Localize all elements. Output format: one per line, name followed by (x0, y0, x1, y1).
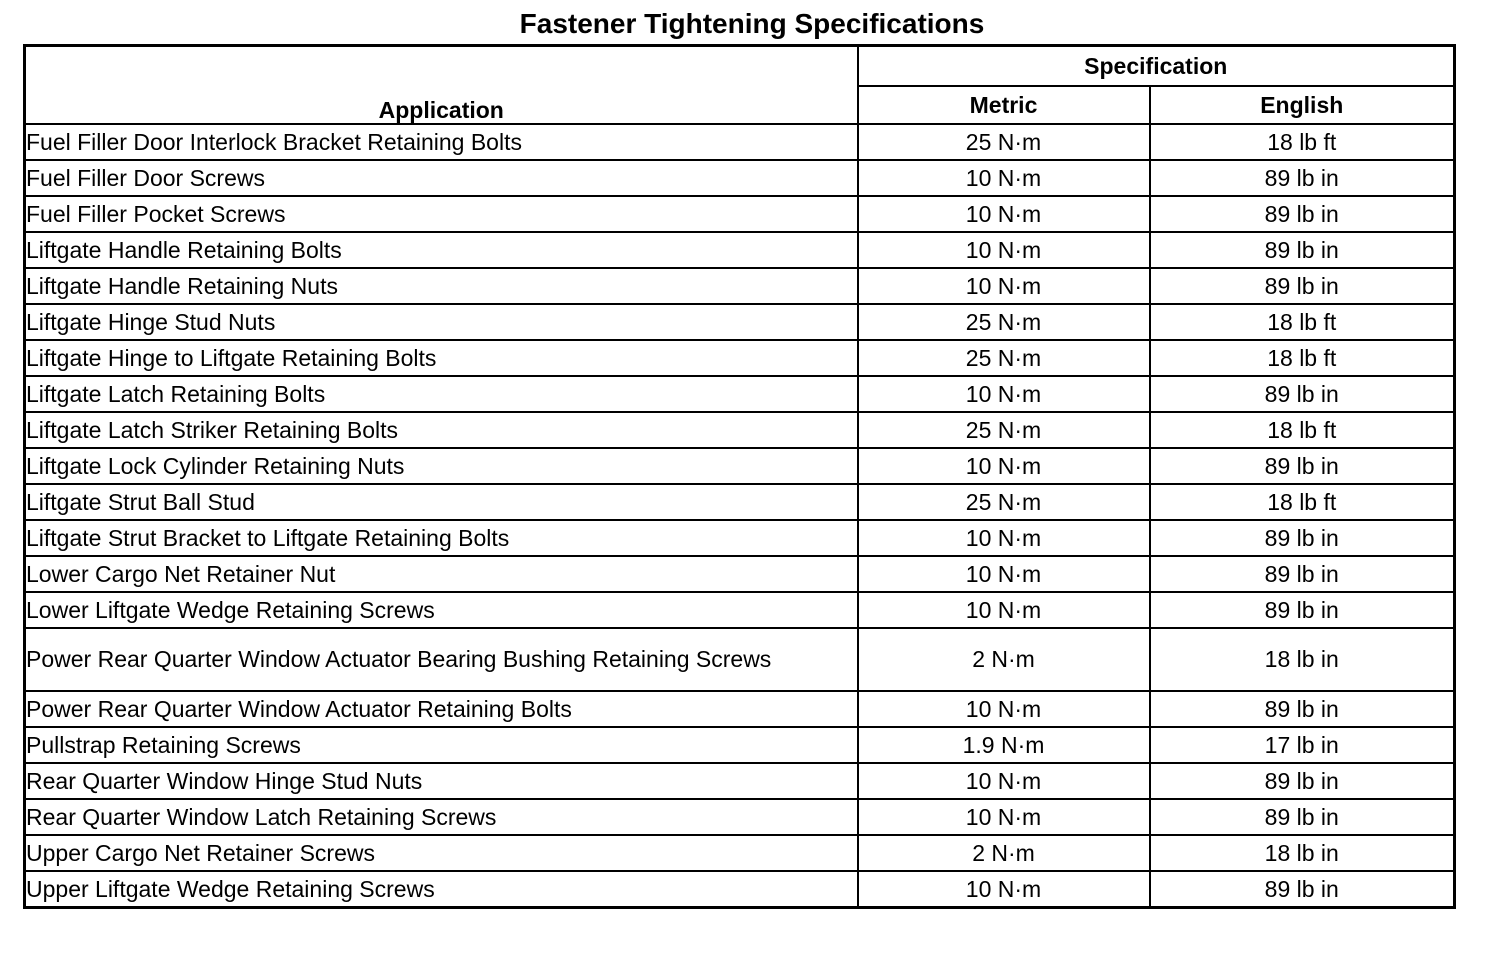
application-cell: Rear Quarter Window Hinge Stud Nuts (25, 763, 858, 799)
application-cell: Power Rear Quarter Window Actuator Retaining Bolts (25, 691, 858, 727)
metric-cell: 10 N·m (858, 268, 1150, 304)
english-cell: 89 lb in (1150, 376, 1455, 412)
application-cell: Lower Liftgate Wedge Retaining Screws (25, 592, 858, 628)
english-cell: 18 lb ft (1150, 484, 1455, 520)
english-cell: 89 lb in (1150, 799, 1455, 835)
english-cell: 18 lb ft (1150, 340, 1455, 376)
table-row (25, 835, 1455, 871)
table-row (25, 196, 1455, 232)
fastener-spec-table (23, 44, 1456, 909)
metric-header: Metric (858, 86, 1150, 124)
table-row (25, 124, 1455, 160)
table-row (25, 340, 1455, 376)
table-row (25, 556, 1455, 592)
application-cell: Fuel Filler Pocket Screws (25, 196, 858, 232)
english-header: English (1150, 86, 1455, 124)
english-cell: 89 lb in (1150, 232, 1455, 268)
table-row (25, 727, 1455, 763)
english-cell: 18 lb ft (1150, 304, 1455, 340)
metric-cell: 25 N·m (858, 304, 1150, 340)
application-cell: Lower Cargo Net Retainer Nut (25, 556, 858, 592)
english-cell: 18 lb in (1150, 628, 1455, 691)
metric-cell: 10 N·m (858, 448, 1150, 484)
table-row (25, 160, 1455, 196)
metric-cell: 10 N·m (858, 799, 1150, 835)
table-row (25, 448, 1455, 484)
page-title: Fastener Tightening Specifications (519, 8, 985, 39)
metric-cell: 10 N·m (858, 556, 1150, 592)
table-row (25, 520, 1455, 556)
metric-cell: 10 N·m (858, 520, 1150, 556)
table-row (25, 763, 1455, 799)
table-row (25, 592, 1455, 628)
application-cell: Fuel Filler Door Interlock Bracket Retaining Bolts (25, 124, 858, 160)
application-cell: Liftgate Latch Retaining Bolts (25, 376, 858, 412)
english-cell: 18 lb in (1150, 835, 1455, 871)
table-row (25, 871, 1455, 908)
table-row (25, 691, 1455, 727)
english-cell: 89 lb in (1150, 871, 1455, 908)
table-row (25, 304, 1455, 340)
metric-cell: 10 N·m (858, 871, 1150, 908)
metric-cell: 25 N·m (858, 484, 1150, 520)
application-cell: Liftgate Strut Bracket to Liftgate Retaining Bolts (25, 520, 858, 556)
english-cell: 18 lb ft (1150, 124, 1455, 160)
application-cell: Liftgate Lock Cylinder Retaining Nuts (25, 448, 858, 484)
english-cell: 89 lb in (1150, 160, 1455, 196)
metric-cell: 10 N·m (858, 196, 1150, 232)
english-cell: 17 lb in (1150, 727, 1455, 763)
english-cell: 89 lb in (1150, 592, 1455, 628)
table-row (25, 412, 1455, 448)
application-cell: Liftgate Strut Ball Stud (25, 484, 858, 520)
table-row (25, 376, 1455, 412)
english-cell: 18 lb ft (1150, 412, 1455, 448)
application-cell: Liftgate Hinge to Liftgate Retaining Bolts (25, 340, 858, 376)
specification-header: Specification (858, 46, 1455, 87)
metric-cell: 10 N·m (858, 592, 1150, 628)
metric-cell: 10 N·m (858, 763, 1150, 799)
english-cell: 89 lb in (1150, 448, 1455, 484)
application-cell: Liftgate Latch Striker Retaining Bolts (25, 412, 858, 448)
application-cell: Upper Liftgate Wedge Retaining Screws (25, 871, 858, 908)
metric-cell: 10 N·m (858, 160, 1150, 196)
table-row (25, 799, 1455, 835)
metric-cell: 2 N·m (858, 628, 1150, 691)
metric-cell: 1.9 N·m (858, 727, 1150, 763)
english-cell: 89 lb in (1150, 520, 1455, 556)
table-row (25, 232, 1455, 268)
metric-cell: 10 N·m (858, 691, 1150, 727)
table-row (25, 628, 1455, 691)
metric-cell: 25 N·m (858, 412, 1150, 448)
application-cell: Rear Quarter Window Latch Retaining Screws (25, 799, 858, 835)
application-cell: Liftgate Hinge Stud Nuts (25, 304, 858, 340)
table-row (25, 484, 1455, 520)
application-cell: Fuel Filler Door Screws (25, 160, 858, 196)
application-cell: Upper Cargo Net Retainer Screws (25, 835, 858, 871)
application-header: Application (25, 46, 858, 125)
application-cell: Power Rear Quarter Window Actuator Bearing Bushing Retaining Screws (25, 628, 858, 691)
english-cell: 89 lb in (1150, 268, 1455, 304)
english-cell: 89 lb in (1150, 556, 1455, 592)
metric-cell: 10 N·m (858, 232, 1150, 268)
application-cell: Pullstrap Retaining Screws (25, 727, 858, 763)
metric-cell: 2 N·m (858, 835, 1150, 871)
metric-cell: 25 N·m (858, 340, 1150, 376)
metric-cell: 25 N·m (858, 124, 1150, 160)
application-cell: Liftgate Handle Retaining Nuts (25, 268, 858, 304)
english-cell: 89 lb in (1150, 691, 1455, 727)
english-cell: 89 lb in (1150, 196, 1455, 232)
english-cell: 89 lb in (1150, 763, 1455, 799)
metric-cell: 10 N·m (858, 376, 1150, 412)
application-cell: Liftgate Handle Retaining Bolts (25, 232, 858, 268)
table-row (25, 268, 1455, 304)
